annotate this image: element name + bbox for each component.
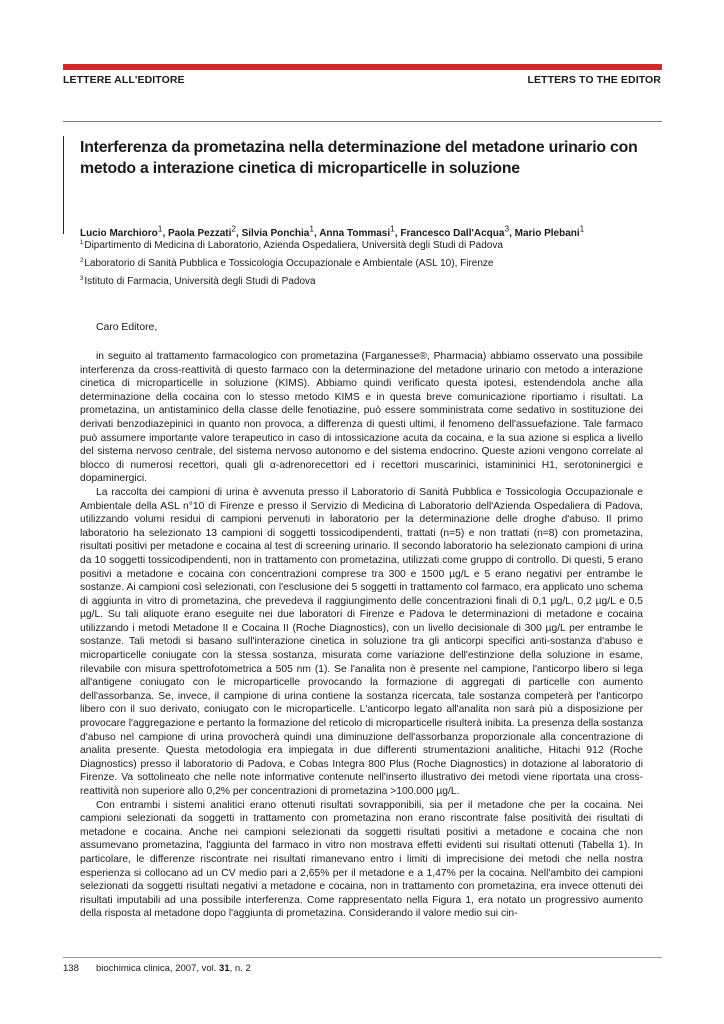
body-paragraph: Con entrambi i sistemi analitici erano ottenuti risultati sovrapponibili, sia per il metadone che per la cocaina. Nei campioni selezionati da soggetti in trattamento con prometazina non erano riscontrate false positività dei risultati di metadone e cocaina. Anche nei campioni selezionati da soggetti risultati positivi a metadone e cocaina che non assumevano prometazina, l'aggiunta del farmaco in vitro non mostrava effetti evidenti sui risultati ottenuti (Tabella 1). In particolare, le differenze riscontrate nei risultati rimanevano entro i limiti di imprecisione dei metodi che nella nostra esperienza si collocano ad un CV medio pari a 2,65% per il metadone e a 1,47% per la cocaina. Nell'ambito dei campioni selezionati da soggetti risultati negativi a metadone e cocaina, non in trattamento con prometazina, era invece ottenuti dei risultati imputabili ad una possibile interferenza. Come rappresentato nella Figura 1, era notato un progressivo aumento della risposta al metadone dopo l'aggiunta di prometazina. Considerando il valore medio sui cin- xyxy=(80,799,643,920)
author: Francesco Dall'Acqua$^3$, xyxy=(400,224,515,240)
author: Silvia Ponchia$^1$, xyxy=(241,224,320,240)
section-label-english: LETTERS TO THE EDITOR xyxy=(527,74,661,86)
author: Anna Tommasi$^1$, xyxy=(319,224,401,240)
author: Lucio Marchioro$^1$, xyxy=(80,224,168,240)
title-side-rule xyxy=(63,136,64,234)
letter-body xyxy=(80,350,643,921)
page-number: 138 xyxy=(63,963,79,974)
section-label-italian: LETTERE ALL'EDITORE xyxy=(63,74,185,86)
affiliation: $^2$Laboratorio di Sanità Pubblica e Tossicologia Occupazionale e Ambientale (ASL 10), Firenze xyxy=(80,257,494,269)
affiliation: $^1$Dipartimento di Medicina di Laboratorio, Azienda Ospedaliera, Università degli Studi di Padova xyxy=(80,240,503,251)
footer-divider xyxy=(63,957,662,958)
article-title: Interferenza da prometazina nella determinazione del metadone urinario con metodo a interazione cinetica di microparticelle in soluzione xyxy=(80,139,638,177)
affiliation: $^3$Istituto di Farmacia, Università degli Studi di Padova xyxy=(80,275,316,287)
author: Paola Pezzati$^2$, xyxy=(168,224,242,240)
salutation: Caro Editore, xyxy=(96,322,158,333)
affiliation-list xyxy=(80,236,503,289)
author: Mario Plebani$^1$ xyxy=(514,224,585,240)
journal-citation: biochimica clinica, 2007, vol. 31, n. 2 xyxy=(96,963,251,974)
body-paragraph: La raccolta dei campioni di urina è avvenuta presso il Laboratorio di Sanità Pubblica e Tossicologia Occupazionale e Ambientale della ASL n°10 di Firenze e presso il Servizio di Medicina di Laboratorio dell'Azienda Ospedaliera di Padova, utilizzando volumi residui di campioni pervenuti in laboratorio per la determinazione delle droghe d'abuso. Il primo laboratorio ha selezionato 13 campioni di soggetti tossicodipendenti, trattati (n=5) e non trattati (n=8) con prometazina, risultati positivi per metadone e cocaina al test di screening urinario. Il secondo laboratorio ha selezionato campioni di urina da 10 soggetti tossicodipendenti, non in trattamento con prometazina, utilizzati come gruppo di controllo. Di questi, 5 erano positivi a metadone e cocaina con concentrazioni comprese tra 300 e 1500 µg/L e 5 erano negativi per entrambe le sostanze. Ai campioni così selezionati, con l'esclusione dei 5 soggetti in trattamento col farmaco, era applicato uno schema di aggiunta in vitro di prometazina, che prevedeva il raggiungimento delle concentrazioni finali di 0,1 µg/L, 0,2 µg/L e 0,5 µg/L. Su tali aliquote erano eseguite nei due laboratori di Firenze e Padova le determinazioni di metadone e cocaina utilizzando i metodi Metadone II e Cocaina II (Roche Diagnostics), con un livello decisionale di 300 µg/L per entrambe le sostanze. Tali metodi si basano sull'interazione cinetica in soluzione tra gli anticorpi specifici anti-sostanza d'abuso e microparticelle coniugate con la stessa sostanza, misurata come variazione dell'estinzione della soluzione in esame, rilevabile con misura spettrofotometrica a 505 nm (1). Se l'analita non è presente nel campione, l'anticorpo libero si lega all'antigene coniugato con le microparticelle provocando la formazione di aggregati di particelle con aumento dell'assorbanza. Se, invece, il campione di urina contiene la sostanza ricercata, tale sostanza competerà per l'anticorpo libero con il suo derivato, coniugato con le microparticelle. L'anticorpo legato all'analita non sarà più a disposizione per provocare l'aggregazione e pertanto la formazione del reticolo di microparticelle risulterà inibita. La presenza della sostanza d'abuso nel campione di urina provocherà quindi una diminuzione dell'assorbanza proporzionale alla concentrazione di analita presente. Questa metodologia era impiegata in due differenti strumentazioni analitiche, Hitachi 912 (Roche Diagnostics) presso il laboratorio di Padova, e Cobas Integra 800 Plus (Roche Diagnostics) in dotazione al laboratorio di Firenze. Va sottolineato che nelle note informative contenute nell'inserto illustrativo dei metodi viene riportata una cross-reattività non superiore allo 0,2% per concentrazioni di prometazina >100.000 µg/L. xyxy=(80,486,643,797)
header-accent-rule xyxy=(63,64,662,70)
body-paragraph: in seguito al trattamento farmacologico con prometazina (Farganesse®, Pharmacia) abbiamo osservato una possibile interferenza da cross-reattività di questo farmaco con la determinazione del metadone urinario con metodo a interazione cinetica di microparticelle in soluzione (KIMS). Abbiamo quindi verificato questa ipotesi, estendendola anche alla determinazione della cocaina con lo stesso metodo KIMS e in questa breve comunicazione riportiamo i risultati. La prometazina, un antistaminico della classe delle fenotiazine, può essere somministrata come sedativo in sostituzione dei derivati benzodiazepinici in quanto non provoca, a differenza di questi ultimi, il fenomeno dell'assuefazione. Tale farmaco può assumere importante valore terapeutico in caso di intossicazione acuta da cocaina, e la sua azione si esplica a livello del sistema nervoso centrale, del sistema nervoso autonomo e del sistema endocrino. Queste azioni vengono correlate al blocco di numerosi recettori, quali gli α-adrenorecettori ed i recettori muscarinici, istamininici H1, serotoninergici e dopaminergici. xyxy=(80,351,643,485)
header-divider xyxy=(63,121,662,122)
